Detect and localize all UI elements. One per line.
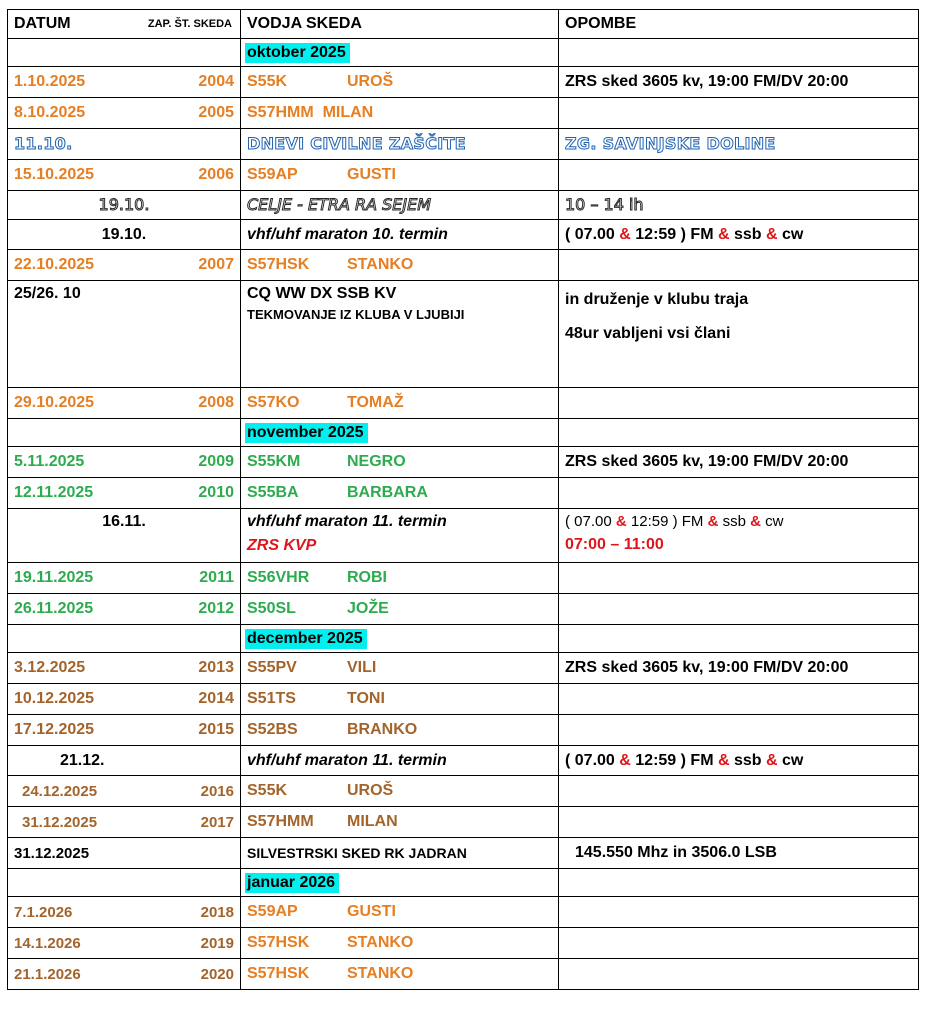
- month-row-januar: [8, 869, 919, 897]
- month-row-oktober: [8, 39, 919, 67]
- header-datum: DATUM ZAP. ŠT. SKEDA: [8, 10, 241, 39]
- table-row: 19.10. vhf/uhf maraton 10. termin ( 07.00 & 12:59 ) FM & ssb & cw: [8, 220, 919, 250]
- table-row: 26.11.2025 2012 S50SL JOŽE: [8, 594, 919, 625]
- table-row: 15.10.2025 2006 S59AP GUSTI: [8, 160, 919, 191]
- table-row: 10.12.2025 2014 S51TS TONI: [8, 684, 919, 715]
- header-vodja: VODJA SKEDA: [241, 10, 559, 39]
- header-opombe: OPOMBE: [559, 10, 919, 39]
- table-row: 3.12.2025 2013 S55PV VILI ZRS sked 3605 kv, 19:00 FM/DV 20:00: [8, 653, 919, 684]
- table-row: 21.1.2026 2020 S57HSK STANKO: [8, 959, 919, 990]
- table-row: 31.12.2025 SILVESTRSKI SKED RK JADRAN 145.550 Mhz in 3506.0 LSB: [8, 838, 919, 869]
- table-row: 25/26. 10 CQ WW DX SSB KV TEKMOVANJE IZ KLUBA V LJUBIJI in druženje v klubu traja 48ur vabljeni vsi člani: [8, 281, 919, 388]
- table-row: 14.1.2026 2019 S57HSK STANKO: [8, 928, 919, 959]
- table-row: 8.10.2025 2005 S57HMM MILAN: [8, 98, 919, 129]
- month-label: december 2025: [245, 629, 367, 649]
- table-row: 5.11.2025 2009 S55KM NEGRO ZRS sked 3605 kv, 19:00 FM/DV 20:00: [8, 447, 919, 478]
- header-row: [8, 10, 919, 39]
- table-row: 12.11.2025 2010 S55BA BARBARA: [8, 478, 919, 509]
- month-row-december: [8, 625, 919, 653]
- month-label: oktober 2025: [245, 43, 350, 63]
- table-row: 29.10.2025 2008 S57KO TOMAŽ: [8, 388, 919, 419]
- table-row: 16.11. vhf/uhf maraton 11. termin ZRS KVP ( 07.00 & 12:59 ) FM & ssb & cw 07:00 – 11:00: [8, 509, 919, 563]
- table-row: 22.10.2025 2007 S57HSK STANKO: [8, 250, 919, 281]
- table-row: 7.1.2026 2018 S59AP GUSTI: [8, 897, 919, 928]
- table-row: 31.12.2025 2017 S57HMM MILAN: [8, 807, 919, 838]
- table-row: 17.12.2025 2015 S52BS BRANKO: [8, 715, 919, 746]
- table-row: 1.10.2025 2004 S55K UROŠ ZRS sked 3605 kv, 19:00 FM/DV 20:00: [8, 67, 919, 98]
- table-row: 11.10. DNEVI CIVILNE ZAŠČITE ZG. SAVINJSKE DOLINE: [8, 129, 919, 160]
- schedule-table: [7, 9, 919, 990]
- table-row: 19.11.2025 2011 S56VHR ROBI: [8, 563, 919, 594]
- table-row: 24.12.2025 2016 S55K UROŠ: [8, 776, 919, 807]
- table-row: 19.10. CELJE - ETRA RA SEJEM 10 – 14 ih: [8, 191, 919, 220]
- month-label: januar 2026: [245, 873, 339, 893]
- month-row-november: [8, 419, 919, 447]
- table-row: 21.12. vhf/uhf maraton 11. termin ( 07.00 & 12:59 ) FM & ssb & cw: [8, 746, 919, 776]
- month-label: november 2025: [245, 423, 368, 443]
